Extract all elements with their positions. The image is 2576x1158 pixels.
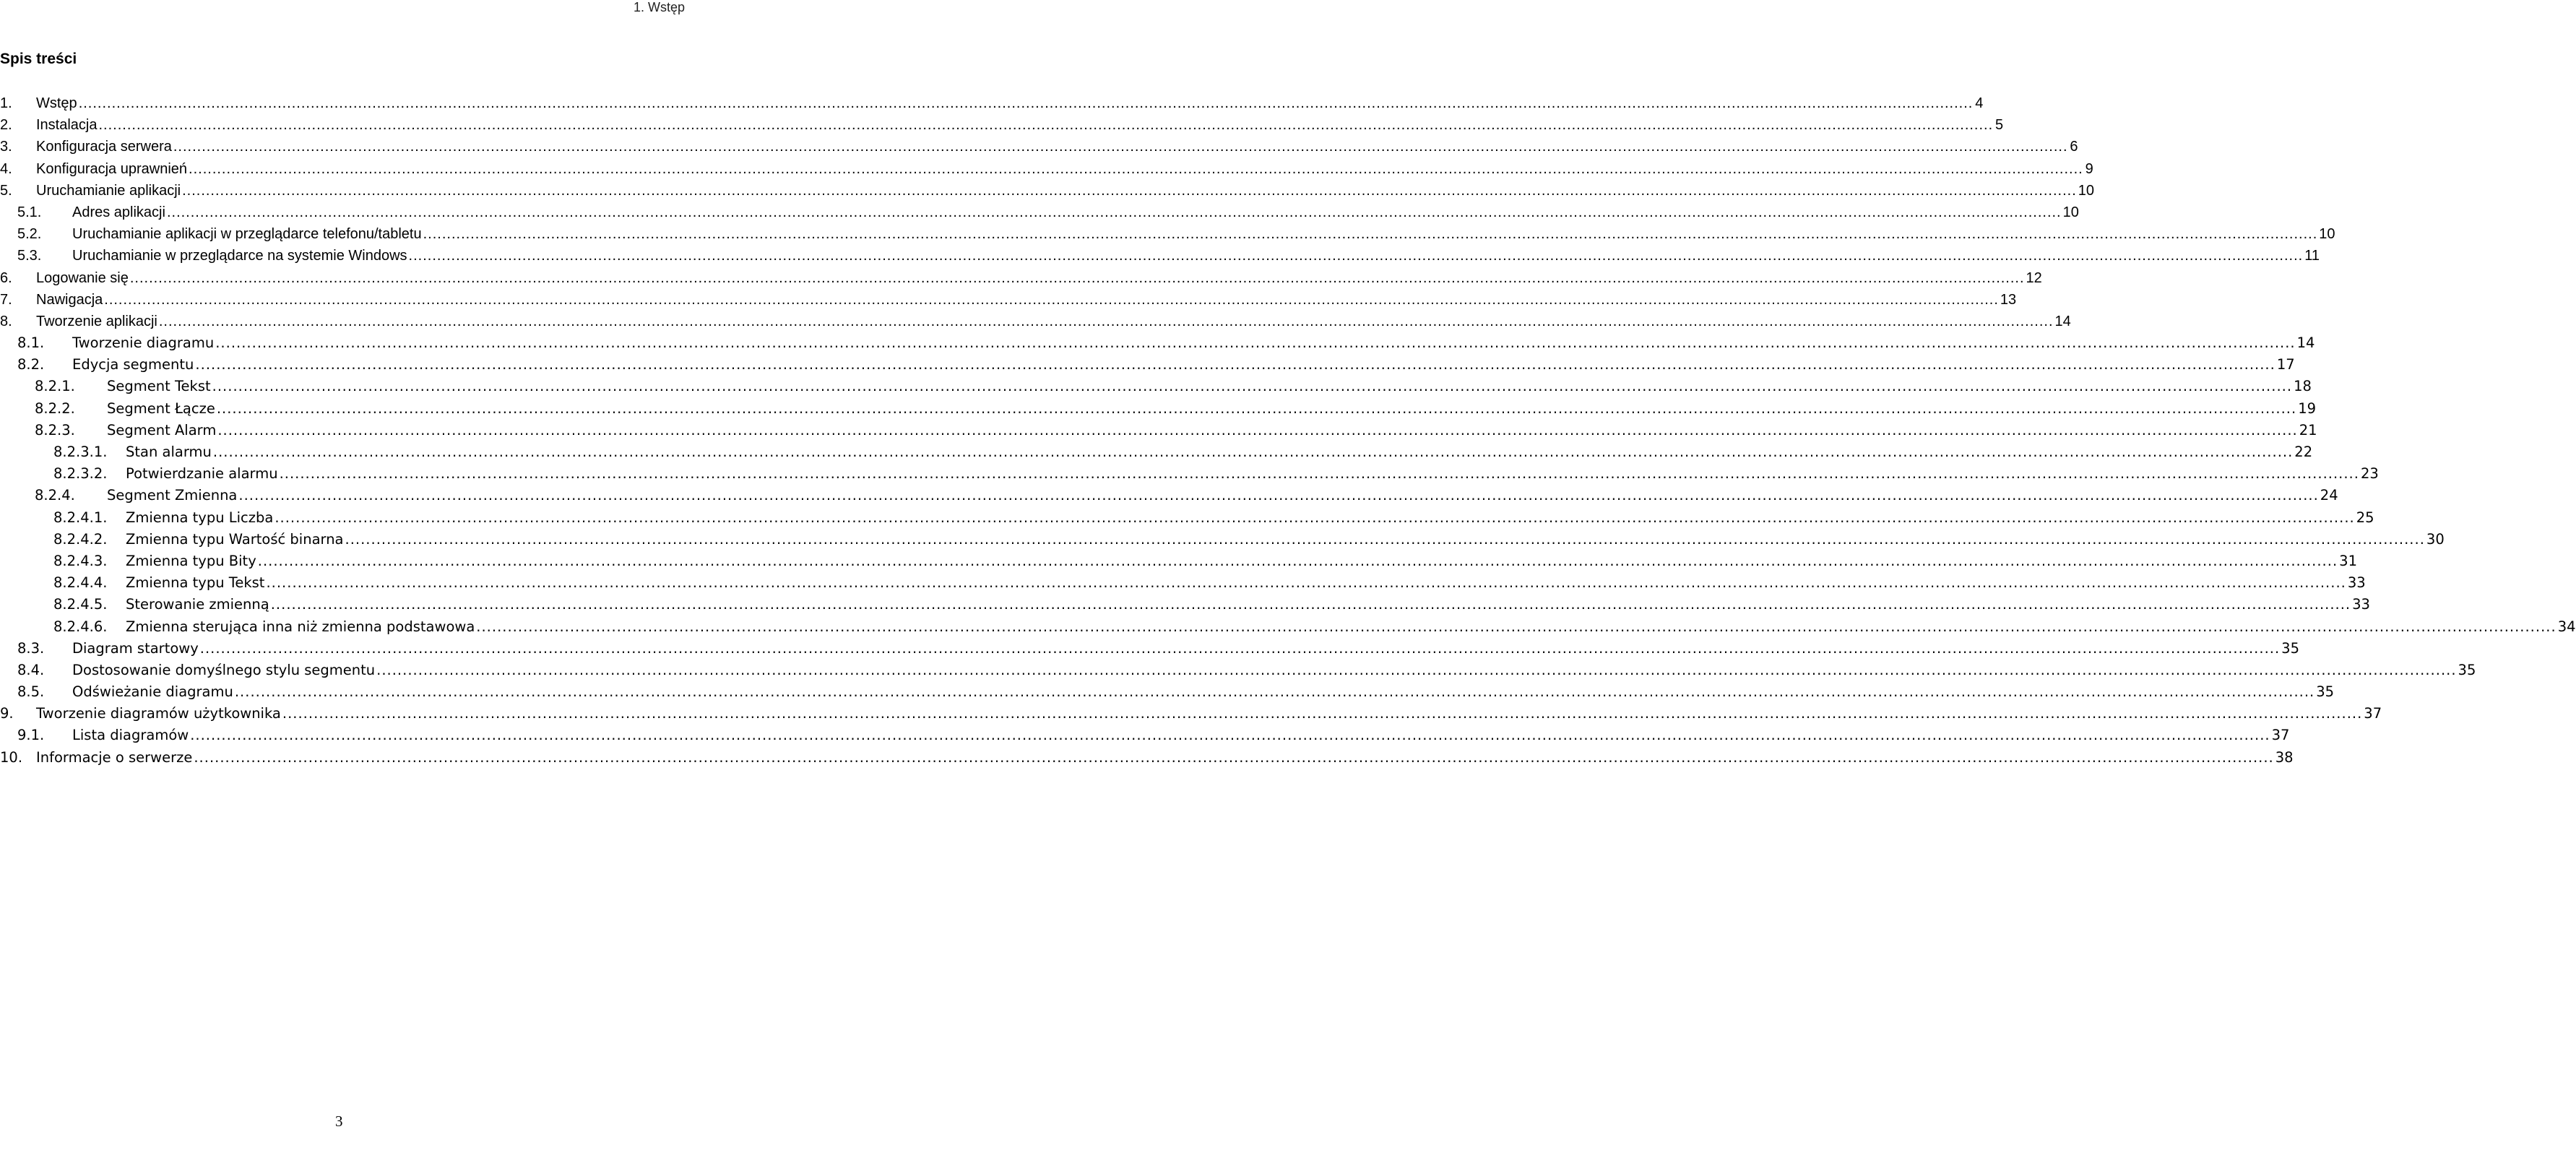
toc-entry-title[interactable]: Stan alarmu xyxy=(126,444,212,460)
toc-entry[interactable] xyxy=(0,572,2366,594)
toc-entry-page: 35 xyxy=(2281,639,2299,657)
toc-entry[interactable] xyxy=(0,245,2320,267)
toc-entry-title[interactable]: Tworzenie diagramów użytkownika xyxy=(36,705,281,722)
toc-entry-title[interactable]: Zmienna typu Bity xyxy=(126,552,256,569)
toc-entry-number: 8.3. xyxy=(17,639,45,657)
toc-entry-page: 9 xyxy=(2085,160,2093,177)
toc-entry-number: 8.2.3.2. xyxy=(53,465,108,483)
toc-entry[interactable] xyxy=(0,529,2445,550)
toc-entry[interactable] xyxy=(0,136,2078,157)
dot-leader: ................................................................................................................................................................................................................................................................................................................................................................................................................ xyxy=(212,378,2293,395)
toc-entry[interactable] xyxy=(0,616,2576,638)
toc-entry-title[interactable]: Instalacja xyxy=(36,117,98,134)
toc-entry-title[interactable]: Zmienna typu Liczba xyxy=(126,509,274,526)
toc-entry[interactable] xyxy=(0,267,2042,289)
toc-entry-page: 25 xyxy=(2356,509,2374,526)
toc-entry[interactable] xyxy=(0,376,2312,397)
toc-entry[interactable] xyxy=(0,681,2335,703)
toc-entry-page: 33 xyxy=(2352,596,2370,613)
toc-entry[interactable] xyxy=(0,202,2079,223)
toc-entry-page: 33 xyxy=(2347,574,2366,592)
toc-entry[interactable] xyxy=(0,441,2313,463)
toc-entry-title[interactable]: Dostosowanie domyślnego stylu segmentu xyxy=(72,661,376,678)
toc-entry-title[interactable]: Odświeżanie diagramu xyxy=(72,683,233,701)
toc-entry-number: 1. xyxy=(0,95,12,111)
dot-leader: ................................................................................................................................................................................................................................................................................................................................................................................................................ xyxy=(476,618,2556,635)
toc-entry-page: 21 xyxy=(2299,421,2317,438)
toc-entry-number: 2. xyxy=(0,117,12,134)
toc-entry-number: 8.2.3. xyxy=(35,421,75,438)
toc-entry-title[interactable]: Konfiguracja serwera xyxy=(36,139,172,155)
page-title: Spis treści xyxy=(0,51,77,67)
toc-entry[interactable] xyxy=(0,311,2071,332)
toc-entry[interactable] xyxy=(0,158,2093,180)
toc-entry[interactable] xyxy=(0,638,2299,660)
toc-entry-page: 6 xyxy=(2070,139,2078,155)
toc-entry-title[interactable]: Tworzenie diagramu xyxy=(72,334,215,352)
toc-entry-title[interactable]: Diagram startowy xyxy=(72,639,199,657)
toc-entry[interactable] xyxy=(0,289,2017,311)
toc-entry-page: 18 xyxy=(2294,378,2312,395)
dot-leader: ................................................................................................................................................................................................................................................................................................................................................................................................................ xyxy=(282,705,2363,722)
dot-leader: ................................................................................................................................................................................................................................................................................................................................................................................................................ xyxy=(408,248,2304,264)
toc-entry[interactable] xyxy=(0,725,2290,746)
toc-entry-number: 8.2. xyxy=(17,356,45,373)
dot-leader: ................................................................................................................................................................................................................................................................................................................................................................................................................ xyxy=(270,596,2351,613)
toc-entry[interactable] xyxy=(0,332,2315,354)
toc-entry-page: 11 xyxy=(2304,248,2320,264)
toc-entry-title[interactable]: Nawigacja xyxy=(36,291,103,308)
toc-entry-number: 8.2.4. xyxy=(35,487,75,504)
table-of-contents xyxy=(0,92,2576,769)
toc-entry-page: 12 xyxy=(2026,269,2042,286)
dot-leader: ................................................................................................................................................................................................................................................................................................................................................................................................................ xyxy=(216,399,2297,417)
toc-entry-title[interactable]: Zmienna typu Tekst xyxy=(126,574,265,592)
toc-entry-page: 5 xyxy=(1995,117,2004,134)
toc-entry-title[interactable]: Informacje o serwerze xyxy=(36,748,193,766)
dot-leader: ................................................................................................................................................................................................................................................................................................................................................................................................................ xyxy=(199,639,2281,657)
dot-leader: ................................................................................................................................................................................................................................................................................................................................................................................................................ xyxy=(279,465,2359,483)
toc-entry-number: 3. xyxy=(0,139,12,155)
toc-entry-title[interactable]: Logowanie się xyxy=(36,269,129,286)
toc-entry-number: 8.2.4.5. xyxy=(53,596,108,613)
toc-entry-page: 35 xyxy=(2316,683,2335,701)
dot-leader: ................................................................................................................................................................................................................................................................................................................................................................................................................ xyxy=(194,748,2274,766)
toc-entry-page: 24 xyxy=(2320,487,2338,504)
toc-entry[interactable] xyxy=(0,550,2357,572)
toc-entry-title[interactable]: Uruchamianie aplikacji xyxy=(36,182,181,199)
toc-entry-number: 8.2.4.2. xyxy=(53,530,108,548)
toc-entry-number: 8.2.4.1. xyxy=(53,509,108,526)
toc-entry-page: 4 xyxy=(1975,95,1984,111)
toc-entry-number: 8.5. xyxy=(17,683,45,701)
dot-leader: ................................................................................................................................................................................................................................................................................................................................................................................................................ xyxy=(212,444,2294,460)
dot-leader: ................................................................................................................................................................................................................................................................................................................................................................................................................ xyxy=(195,356,2275,373)
dot-leader: ................................................................................................................................................................................................................................................................................................................................................................................................................ xyxy=(182,182,2077,199)
toc-entry[interactable] xyxy=(0,92,1984,114)
toc-entry[interactable] xyxy=(0,398,2317,420)
toc-entry-number: 8.4. xyxy=(17,661,45,678)
toc-entry-number: 8.2.3.1. xyxy=(53,444,108,460)
toc-entry-page: 22 xyxy=(2294,444,2313,460)
toc-entry-page: 31 xyxy=(2339,552,2357,569)
toc-entry-title[interactable]: Potwierdzanie alarmu xyxy=(126,465,278,483)
toc-entry[interactable] xyxy=(0,485,2338,506)
toc-entry-number: 5.2. xyxy=(17,226,42,243)
dot-leader: ................................................................................................................................................................................................................................................................................................................................................................................................................ xyxy=(129,269,2025,286)
dot-leader: ................................................................................................................................................................................................................................................................................................................................................................................................................ xyxy=(423,226,2318,243)
toc-entry-title[interactable]: Zmienna typu Wartość binarna xyxy=(126,530,344,548)
toc-entry-number: 8.2.4.6. xyxy=(53,618,108,635)
toc-entry-title[interactable]: Tworzenie aplikacji xyxy=(36,313,157,329)
toc-entry-title[interactable]: Segment Alarm xyxy=(107,421,217,438)
toc-entry[interactable] xyxy=(0,354,2295,376)
toc-entry-page: 13 xyxy=(2000,291,2017,308)
dot-leader: ................................................................................................................................................................................................................................................................................................................................................................................................................ xyxy=(238,487,2319,504)
toc-entry[interactable] xyxy=(0,507,2374,529)
toc-entry-number: 9. xyxy=(0,705,14,722)
toc-entry[interactable] xyxy=(0,223,2335,245)
toc-entry-title[interactable]: Konfiguracja uprawnień xyxy=(36,160,188,177)
toc-entry[interactable] xyxy=(0,747,2294,769)
dot-leader: ................................................................................................................................................................................................................................................................................................................................................................................................................ xyxy=(98,117,1994,134)
dot-leader: ................................................................................................................................................................................................................................................................................................................................................................................................................ xyxy=(257,552,2338,569)
toc-entry[interactable] xyxy=(0,463,2379,485)
toc-entry-number: 8. xyxy=(0,313,12,329)
toc-entry-page: 14 xyxy=(2296,334,2315,352)
dot-leader: ................................................................................................................................................................................................................................................................................................................................................................................................................ xyxy=(158,313,2054,329)
toc-entry-number: 8.2.4.3. xyxy=(53,552,108,569)
toc-entry-number: 4. xyxy=(0,160,12,177)
toc-entry-title[interactable]: Segment Zmienna xyxy=(107,487,238,504)
toc-entry-title[interactable]: Uruchamianie aplikacji w przeglądarce telefonu/tabletu xyxy=(72,226,422,243)
toc-entry-number: 5.1. xyxy=(17,204,42,220)
dot-leader: ................................................................................................................................................................................................................................................................................................................................................................................................................ xyxy=(275,509,2355,526)
toc-entry-page: 23 xyxy=(2360,465,2379,483)
toc-entry-page: 37 xyxy=(2271,727,2290,744)
toc-entry-page: 37 xyxy=(2364,705,2382,722)
toc-entry-number: 7. xyxy=(0,291,12,308)
toc-entry-title[interactable]: Wstęp xyxy=(36,95,77,111)
toc-entry-page: 38 xyxy=(2275,748,2294,766)
toc-entry-title[interactable]: Sterowanie zmienną xyxy=(126,596,269,613)
dot-leader: ................................................................................................................................................................................................................................................................................................................................................................................................................ xyxy=(104,291,1999,308)
toc-entry-number: 8.2.2. xyxy=(35,399,75,417)
toc-entry[interactable] xyxy=(0,180,2094,202)
page-number: 3 xyxy=(335,1112,343,1130)
toc-entry[interactable] xyxy=(0,420,2317,441)
dot-leader: ................................................................................................................................................................................................................................................................................................................................................................................................................ xyxy=(345,530,2425,548)
dot-leader: ................................................................................................................................................................................................................................................................................................................................................................................................................ xyxy=(78,95,1974,111)
dot-leader: ................................................................................................................................................................................................................................................................................................................................................................................................................ xyxy=(217,421,2298,438)
toc-entry-page: 10 xyxy=(2319,226,2335,243)
toc-entry[interactable] xyxy=(0,594,2370,615)
toc-entry-title[interactable]: Zmienna sterująca inna niż zmienna podstawowa xyxy=(126,618,475,635)
dot-leader: ................................................................................................................................................................................................................................................................................................................................................................................................................ xyxy=(189,160,2083,177)
toc-entry-title[interactable]: Segment Tekst xyxy=(107,378,211,395)
toc-entry-page: 10 xyxy=(2078,182,2094,199)
toc-entry-page: 17 xyxy=(2276,356,2295,373)
dot-leader: ................................................................................................................................................................................................................................................................................................................................................................................................................ xyxy=(376,661,2457,678)
dot-leader: ................................................................................................................................................................................................................................................................................................................................................................................................................ xyxy=(173,139,2068,155)
running-header: 1. Wstęp xyxy=(633,0,685,14)
toc-entry-page: 34 xyxy=(2557,618,2576,635)
toc-entry-title[interactable]: Uruchamianie w przeglądarce na systemie Windows xyxy=(72,248,407,264)
toc-entry-number: 10. xyxy=(0,748,23,766)
toc-entry-title[interactable]: Segment Łącze xyxy=(107,399,215,417)
toc-entry-page: 14 xyxy=(2054,313,2071,329)
toc-entry-number: 8.2.1. xyxy=(35,378,75,395)
toc-entry-number: 8.1. xyxy=(17,334,45,352)
dot-leader: ................................................................................................................................................................................................................................................................................................................................................................................................................ xyxy=(215,334,2296,352)
toc-entry[interactable] xyxy=(0,660,2476,681)
toc-entry-title[interactable]: Lista diagramów xyxy=(72,727,189,744)
dot-leader: ................................................................................................................................................................................................................................................................................................................................................................................................................ xyxy=(266,574,2346,592)
toc-entry-number: 8.2.4.4. xyxy=(53,574,108,592)
toc-entry-page: 19 xyxy=(2298,399,2317,417)
toc-entry-number: 5.3. xyxy=(17,248,42,264)
toc-entry-number: 5. xyxy=(0,182,12,199)
dot-leader: ................................................................................................................................................................................................................................................................................................................................................................................................................ xyxy=(190,727,2270,744)
toc-entry-page: 30 xyxy=(2426,530,2445,548)
toc-entry[interactable] xyxy=(0,703,2382,725)
toc-entry-page: 35 xyxy=(2458,661,2476,678)
dot-leader: ................................................................................................................................................................................................................................................................................................................................................................................................................ xyxy=(166,204,2062,220)
dot-leader: ................................................................................................................................................................................................................................................................................................................................................................................................................ xyxy=(234,683,2315,701)
toc-entry[interactable] xyxy=(0,114,2004,136)
toc-entry-title[interactable]: Edycja segmentu xyxy=(72,356,194,373)
toc-entry-title[interactable]: Adres aplikacji xyxy=(72,204,165,220)
toc-entry-number: 9.1. xyxy=(17,727,45,744)
toc-entry-number: 6. xyxy=(0,269,12,286)
toc-entry-page: 10 xyxy=(2062,204,2079,220)
